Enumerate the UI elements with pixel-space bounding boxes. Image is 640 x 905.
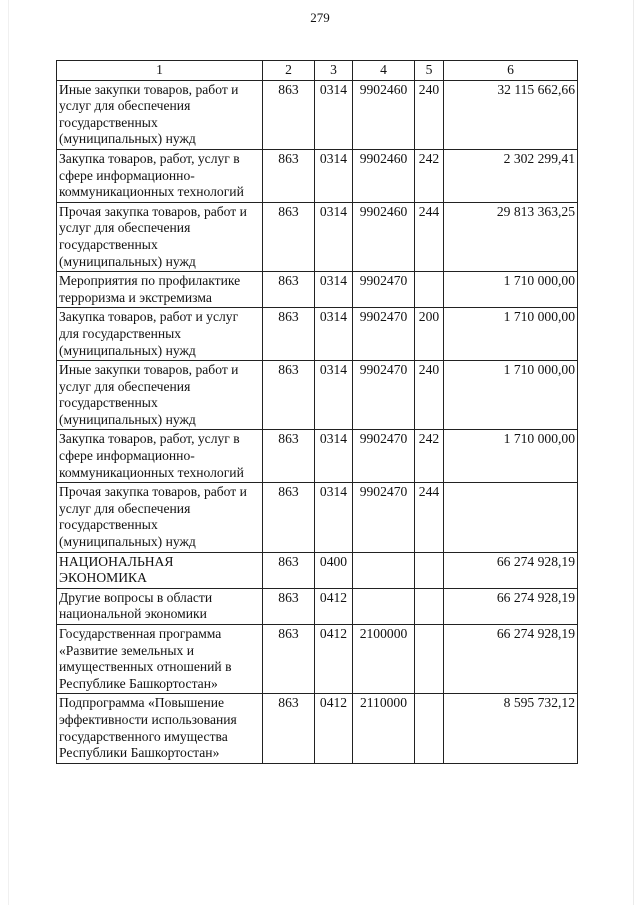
cell-ministry-code: 863 (263, 308, 315, 361)
cell-expense-type: 240 (415, 80, 444, 149)
cell-ministry-code: 863 (263, 80, 315, 149)
cell-section: 0314 (315, 80, 353, 149)
table-row (57, 80, 578, 149)
table-row (57, 694, 578, 763)
cell-amount: 8 595 732,12 (444, 694, 578, 763)
scan-edge-left (8, 0, 9, 905)
cell-target-code (353, 552, 415, 588)
cell-amount: 2 302 299,41 (444, 149, 578, 202)
cell-amount: 29 813 363,25 (444, 202, 578, 271)
cell-section: 0314 (315, 202, 353, 271)
cell-target-code: 9902460 (353, 202, 415, 271)
cell-expense-type: 242 (415, 149, 444, 202)
cell-amount (444, 483, 578, 552)
table-header-row (57, 61, 578, 81)
cell-ministry-code: 863 (263, 361, 315, 430)
cell-target-code: 9902470 (353, 272, 415, 308)
table-row (57, 430, 578, 483)
table-row (57, 202, 578, 271)
table-row (57, 483, 578, 552)
cell-expense-type (415, 694, 444, 763)
cell-ministry-code: 863 (263, 149, 315, 202)
cell-ministry-code: 863 (263, 483, 315, 552)
cell-name: НАЦИОНАЛЬНАЯ ЭКОНОМИКА (57, 552, 263, 588)
column-header: 6 (444, 61, 578, 81)
cell-ministry-code: 863 (263, 588, 315, 624)
cell-target-code: 9902470 (353, 361, 415, 430)
cell-name: Мероприятия по профилактике терроризма и экстремизма (57, 272, 263, 308)
table-row (57, 625, 578, 694)
table-row (57, 361, 578, 430)
cell-name: Закупка товаров, работ, услуг в сфере информационно-коммуникационных технологий (57, 430, 263, 483)
cell-amount: 66 274 928,19 (444, 588, 578, 624)
cell-section: 0314 (315, 430, 353, 483)
column-header: 4 (353, 61, 415, 81)
cell-expense-type: 200 (415, 308, 444, 361)
cell-expense-type: 244 (415, 202, 444, 271)
table-row (57, 149, 578, 202)
scan-edge-right (633, 0, 634, 905)
column-header: 5 (415, 61, 444, 81)
cell-section: 0314 (315, 308, 353, 361)
cell-amount: 1 710 000,00 (444, 272, 578, 308)
column-header: 2 (263, 61, 315, 81)
cell-target-code: 2100000 (353, 625, 415, 694)
cell-name: Другие вопросы в области национальной экономики (57, 588, 263, 624)
cell-expense-type (415, 588, 444, 624)
cell-section: 0314 (315, 149, 353, 202)
cell-ministry-code: 863 (263, 552, 315, 588)
table-row (57, 552, 578, 588)
cell-section: 0314 (315, 272, 353, 308)
cell-expense-type: 242 (415, 430, 444, 483)
cell-name: Иные закупки товаров, работ и услуг для обеспечения государственных (муниципальных) нужд (57, 361, 263, 430)
cell-name: Прочая закупка товаров, работ и услуг для обеспечения государственных (муниципальных) нужд (57, 483, 263, 552)
column-header: 1 (57, 61, 263, 81)
cell-name: Закупка товаров, работ и услуг для государственных (муниципальных) нужд (57, 308, 263, 361)
cell-section: 0412 (315, 694, 353, 763)
cell-section: 0314 (315, 361, 353, 430)
cell-target-code: 9902470 (353, 430, 415, 483)
table-row (57, 588, 578, 624)
cell-name: Иные закупки товаров, работ и услуг для обеспечения государственных (муниципальных) нужд (57, 80, 263, 149)
cell-expense-type (415, 272, 444, 308)
cell-ministry-code: 863 (263, 430, 315, 483)
cell-section: 0412 (315, 588, 353, 624)
cell-ministry-code: 863 (263, 272, 315, 308)
cell-expense-type (415, 552, 444, 588)
cell-section: 0400 (315, 552, 353, 588)
cell-target-code: 2110000 (353, 694, 415, 763)
cell-name: Подпрограмма «Повышение эффективности использования государственного имущества Республики Башкортостан» (57, 694, 263, 763)
cell-expense-type (415, 625, 444, 694)
cell-amount: 1 710 000,00 (444, 430, 578, 483)
cell-amount: 1 710 000,00 (444, 361, 578, 430)
cell-amount: 66 274 928,19 (444, 552, 578, 588)
cell-section: 0412 (315, 625, 353, 694)
page-number: 279 (310, 10, 330, 25)
cell-expense-type: 244 (415, 483, 444, 552)
cell-target-code: 9902460 (353, 80, 415, 149)
cell-target-code (353, 588, 415, 624)
cell-target-code: 9902460 (353, 149, 415, 202)
budget-table (56, 60, 578, 764)
cell-amount: 32 115 662,66 (444, 80, 578, 149)
table-row (57, 308, 578, 361)
cell-target-code: 9902470 (353, 308, 415, 361)
cell-name: Закупка товаров, работ, услуг в сфере информационно-коммуникационных технологий (57, 149, 263, 202)
cell-section: 0314 (315, 483, 353, 552)
column-header: 3 (315, 61, 353, 81)
cell-target-code: 9902470 (353, 483, 415, 552)
cell-ministry-code: 863 (263, 625, 315, 694)
table-row (57, 272, 578, 308)
cell-ministry-code: 863 (263, 202, 315, 271)
cell-expense-type: 240 (415, 361, 444, 430)
cell-amount: 66 274 928,19 (444, 625, 578, 694)
cell-amount: 1 710 000,00 (444, 308, 578, 361)
cell-name: Государственная программа «Развитие земельных и имущественных отношений в Республике Башкортостан» (57, 625, 263, 694)
cell-name: Прочая закупка товаров, работ и услуг для обеспечения государственных (муниципальных) нужд (57, 202, 263, 271)
cell-ministry-code: 863 (263, 694, 315, 763)
